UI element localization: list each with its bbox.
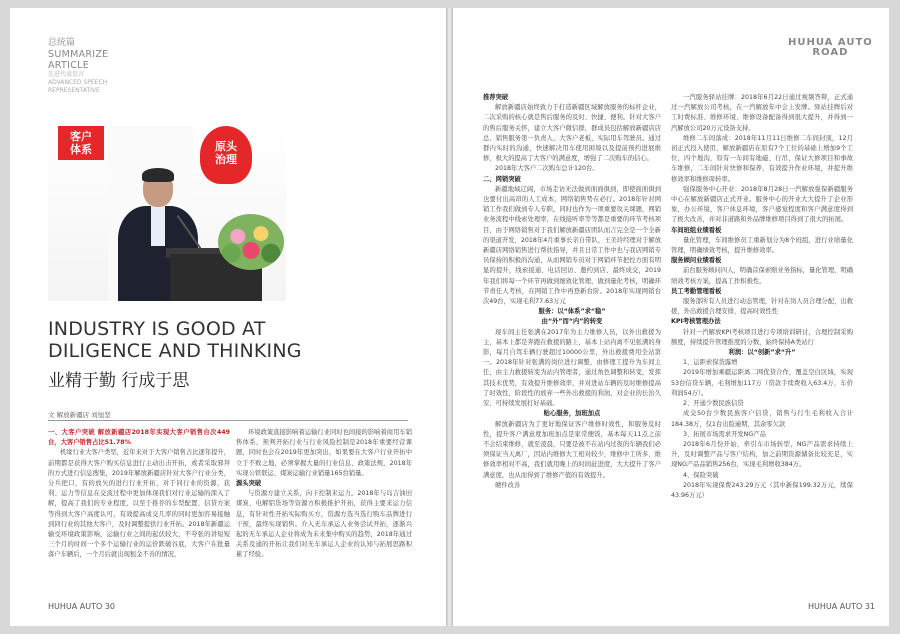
speaker-hair bbox=[142, 168, 174, 182]
body-paragraph: 1、运距索保货露增 bbox=[683, 359, 738, 367]
flower-arrangement bbox=[218, 214, 284, 270]
section-subtitle-en-2: REPRESENTATIVE bbox=[48, 87, 100, 94]
banner-customer-system: 客户 体系 bbox=[58, 126, 104, 160]
left-column-2 bbox=[236, 428, 412, 561]
body-paragraph: 量化管理，车间维修员工重新划分为8个班组，进行业绩量化管理，明确绩效考核，提升维修效率。 bbox=[671, 236, 853, 255]
section-heading: 二、网销突破 bbox=[483, 175, 521, 183]
section-subtitle-zh: 先进代表发言 bbox=[48, 71, 85, 78]
page-number-right: HUHUA AUTO 31 bbox=[808, 602, 875, 611]
body-paragraph: 与资源方建立关系，向下控制来运力。2018年与岛吉油田煤炭、电解铝货场等资源方积极推护开拓，获得主要来运力信息，有针对性开拓实际购买方，资源方选当选行购车品牌进行干预，最终实现销售。介入无车承运人业务尝试开拓，逐渐兴起的无车承运人企业将成为未来集中购买的趋势，2018年通过关系及通的开拓让我们对无车承运人企业的认知与拓展思路积累了经验。 bbox=[236, 490, 412, 559]
section-title-en-1: SUMMARIZE bbox=[48, 49, 109, 60]
section-heading: 车间班组业绩看板 bbox=[671, 226, 722, 234]
byline: 文 解放新疆店 刘旭坚 bbox=[48, 411, 111, 419]
section-heading: 服务顾问业绩看板 bbox=[671, 257, 722, 265]
body-paragraph: 现车间主任张满在2017年为主力维修人员，以外出救援为主，基本上都是奔跑在救援的路上，基本上站内离不见张满的身影，每月自驾车辆行驶超过10000公里，外出救援费用全站第一。2018年针对张满的岗位进行调整，由修理工提升为车间主任，由主力救援转变为站内管理者，通过角色调整和转变，发挥其技术优势，有效提升维修效率，并对进站车辆的及时维修提高了时效性，阶段性的放弃一些外出救援的利润，对企业的长治久安、可持续发展打好基础。 bbox=[483, 328, 661, 408]
body-paragraph: 4、保险突破 bbox=[683, 471, 719, 479]
banner-source-governance: 原头 治理 bbox=[200, 126, 252, 184]
magazine-logo bbox=[788, 38, 873, 58]
logo-text: HUHUA AUTO bbox=[788, 37, 873, 48]
body-paragraph: 2018年大客户二次购车总计120台。 bbox=[495, 165, 599, 173]
book-spine bbox=[446, 8, 453, 626]
right-column-2 bbox=[671, 93, 853, 501]
body-paragraph: 硬件改善 bbox=[495, 481, 521, 489]
right-page bbox=[453, 8, 889, 626]
headline-en-line-2: DILIGENCE AND THINKING bbox=[48, 340, 302, 362]
section-header bbox=[48, 38, 109, 95]
body-paragraph: 针对一汽解放KPI考核项目进行专项培训研讨，合理控制采购额度，持续提升管理推度的分数，始终保持A类站行 bbox=[671, 328, 853, 346]
logo-subtext: ROAD bbox=[812, 47, 849, 58]
body-paragraph: 2、开通少数民族信贷 bbox=[683, 400, 744, 408]
headline-zh: 业精于勤 行成于思 bbox=[48, 371, 190, 391]
section-heading: 一、大客户突破 解放新疆店2018年实现大客户销售台次449台，大客户销售占比51.78% bbox=[48, 429, 230, 447]
body-paragraph: 前台服务顾问四人，明确首保索赔业务指标，量化管理，明确绩效考核方案，提高工作积极性。 bbox=[671, 267, 854, 285]
body-paragraph: 2018年实现保费243.29万元（其中新保199.32万元，续保43.96万元） bbox=[671, 481, 853, 499]
body-paragraph: 2018年6月份开始，牵引车市场转型，NG产品需求持续上升，及时调整产品与客户结构，加之前期资源储备比较充足，实现NG产品品销售256台，实现毛利增收384万。 bbox=[671, 440, 853, 469]
body-paragraph: 成交50台少数民族客户信贷，销售与行生毛利收入合计184.38万，仅1台出险逾期，其余零欠款 bbox=[671, 410, 853, 428]
section-title-zh: 总统篇 bbox=[48, 38, 76, 48]
headline-en bbox=[48, 318, 302, 362]
section-heading: KPI考核管理办法 bbox=[671, 318, 721, 326]
section-title-en-2: ARTICLE bbox=[48, 60, 90, 71]
right-column-1 bbox=[483, 93, 661, 491]
body-paragraph: 解放新疆店始终致力于打造新疆区域解放服务的标杆企业，二次采购的核心就是售后服务的及时、快捷、便利。针对大客户的售后服务关怀，建立大客户微信群，群成员包括解放新疆店店总、销售服务第一负责人、大客户老板、实际用车驾驶员。通过群内实时的沟通，快速解决用车使用困境以及提前预约进展维修，极大的提高了大客户的满意度，增强了二次购车的信心。 bbox=[483, 104, 661, 163]
body-paragraph: 维修二车间落成：2018年11月11日维修二车间封顶，12月初正式投入使用，解放新疆店在原有7个工位的基础上增加9个工位，四个地沟，原有一车间有地磁、行吊，保证大修项目和事故车维修，二车间针对快修和保养，有效提升作业环境，并提升维修效率和维修周转率。 bbox=[671, 134, 853, 183]
body-paragraph: 新疆地域辽阔，市场走访无法做到面面俱到，即使面面俱到也要付出高昂的人工成本，网络销售势在必行。2018年针对网销工作我们做到专人专职，同时也作为一项重要攻关课题，网销业务流程中线索处理率，在线接听率等等都是重要的环节考核项目，由于网络销售对于我们解放新疆店团队而言完全是一个全新的渠道开发，2018年4月重事长亲自带队，王美玲经理对于解放新疆店网络销售进行帮扶指导，并且日常工作中也与我店网销专员保持的积极的沟通，从而网销专员对于网销环节把控方面有明显的提升，线索接通、电话回访、邀约到店、最终成交，2019年我们将每一个环节再做到细致化管理，做到量化考核，明确环节责任人考核，在网销工作中再登新台阶。2018年实现网销台次49台，实现毛利77.63万元 bbox=[483, 185, 661, 306]
section-heading: 员工考勤管理看板 bbox=[671, 287, 722, 295]
body-paragraph: 强保服务中心开业：2018年8月28日一汽解放强保新疆服务中心在解放新疆店正式开业。服务中心的开业大大提升了企业形象，办公环境、客户休息环境，客户感觉程度和客户满意度得到了极大改善，并对非道路和外品牌维修项目得到了很大的拓展。 bbox=[671, 185, 853, 224]
body-paragraph: 环境政策直接影响着运输行业同时也间接的影响着商用车销售体系，预判开拓行业与行业风险控制是2018年重要经营课题，同时也会在2019年更加突出，如果要在大客户行业开拓中立于不败之地，必须掌握大量的行业信息、政策法规，2018年实现公铁联运、煤炭运输行业销量165台销量。 bbox=[236, 429, 412, 477]
section-subtitle-en-1: ADVANCED SPEECH bbox=[48, 79, 108, 86]
section-heading: 源头突破 bbox=[236, 480, 262, 488]
body-paragraph: 2019年增加乘疆运距离二网优贷合作，覆盖空白区域，实现53台信贷车辆，毛利增加117万（贷款手续费收入63.4万，车价利润54万）。 bbox=[671, 369, 853, 397]
section-heading: 推荐突破 bbox=[483, 94, 509, 101]
speaker-shirt bbox=[151, 206, 165, 246]
page-number-left: HUHUA AUTO 30 bbox=[48, 602, 115, 611]
left-page bbox=[10, 8, 446, 626]
section-heading: 贴心服务，加班加点 bbox=[543, 410, 601, 418]
section-heading: 利润：以“创新”求“升” bbox=[728, 349, 796, 357]
divider bbox=[48, 420, 408, 421]
section-heading: 由“外”而“内”的转变 bbox=[541, 318, 603, 326]
body-paragraph: 服务部所有人员进行动态管理，针对在岗人员合理分配，出救援，外出救援合理安排，提高时效性性 bbox=[671, 298, 854, 316]
body-paragraph: 3、拓展市场需求开发NG产品 bbox=[683, 430, 766, 438]
body-paragraph: 解放新疆店为了更好地保证客户维修时效性，和服务及时性，提升客户满意度加班加点是家常便饭，基本每天11点之前不会结束维修，就至凌晨，只要是被不在站内过夜的车辆我们必须保证当天离厂，因站内维修大工相对较少，维修中工所多，维修效率相对不高，我们就用晚上的时间赶进度，大大提升了客户满意度，也从而得到了维修产值的有效提升。 bbox=[483, 420, 661, 479]
headline-en-line-1: INDUSTRY IS GOOD AT bbox=[48, 318, 266, 340]
body-paragraph: 一汽服务驿站挂牌：2018年6月22日通过视频答辩，正式通过一汽解放公司考核，在一汽解放年中会上发牌。驿站挂牌后对工时费标准、维修环境、维修设备配备得到很大提升，并得到一汽解放公司20万元设备支持。 bbox=[671, 94, 853, 132]
left-column-1 bbox=[48, 428, 230, 561]
speaker-photo bbox=[48, 126, 286, 301]
section-heading: 服务：以“体系”求“稳” bbox=[538, 308, 606, 316]
body-paragraph: 机缘行业大客户类型，近年来对于大客户销售占比逐年提升，前期都是获得大客户购买信息进行主动出击开拓，或者采取邪拜的方式进行信息搜集，2019年解放新疆店针对大客户行业分类，分兵把口，有的放矢的进行行业开拓，对于同行业的资源、获利、运力等信息在交流过程中更加体现我们对行业运输的深入了解，提高了我们的专业程度，以至于推荐的车型配置、信贷方案等得到大客户高度认可，有效提高成交几率的同时更加容易接触到同行业的其他大客户，及时调整提供行业开拓。2018年新疆运输受环境政策影响，运输行业之间的起伏较大，不夸张的讲短短三个月的时间一个多个运输行业的运价跌破谷底，大客户在批量落户车辆后，一个月后就出现租金不善的情况， bbox=[48, 449, 231, 559]
